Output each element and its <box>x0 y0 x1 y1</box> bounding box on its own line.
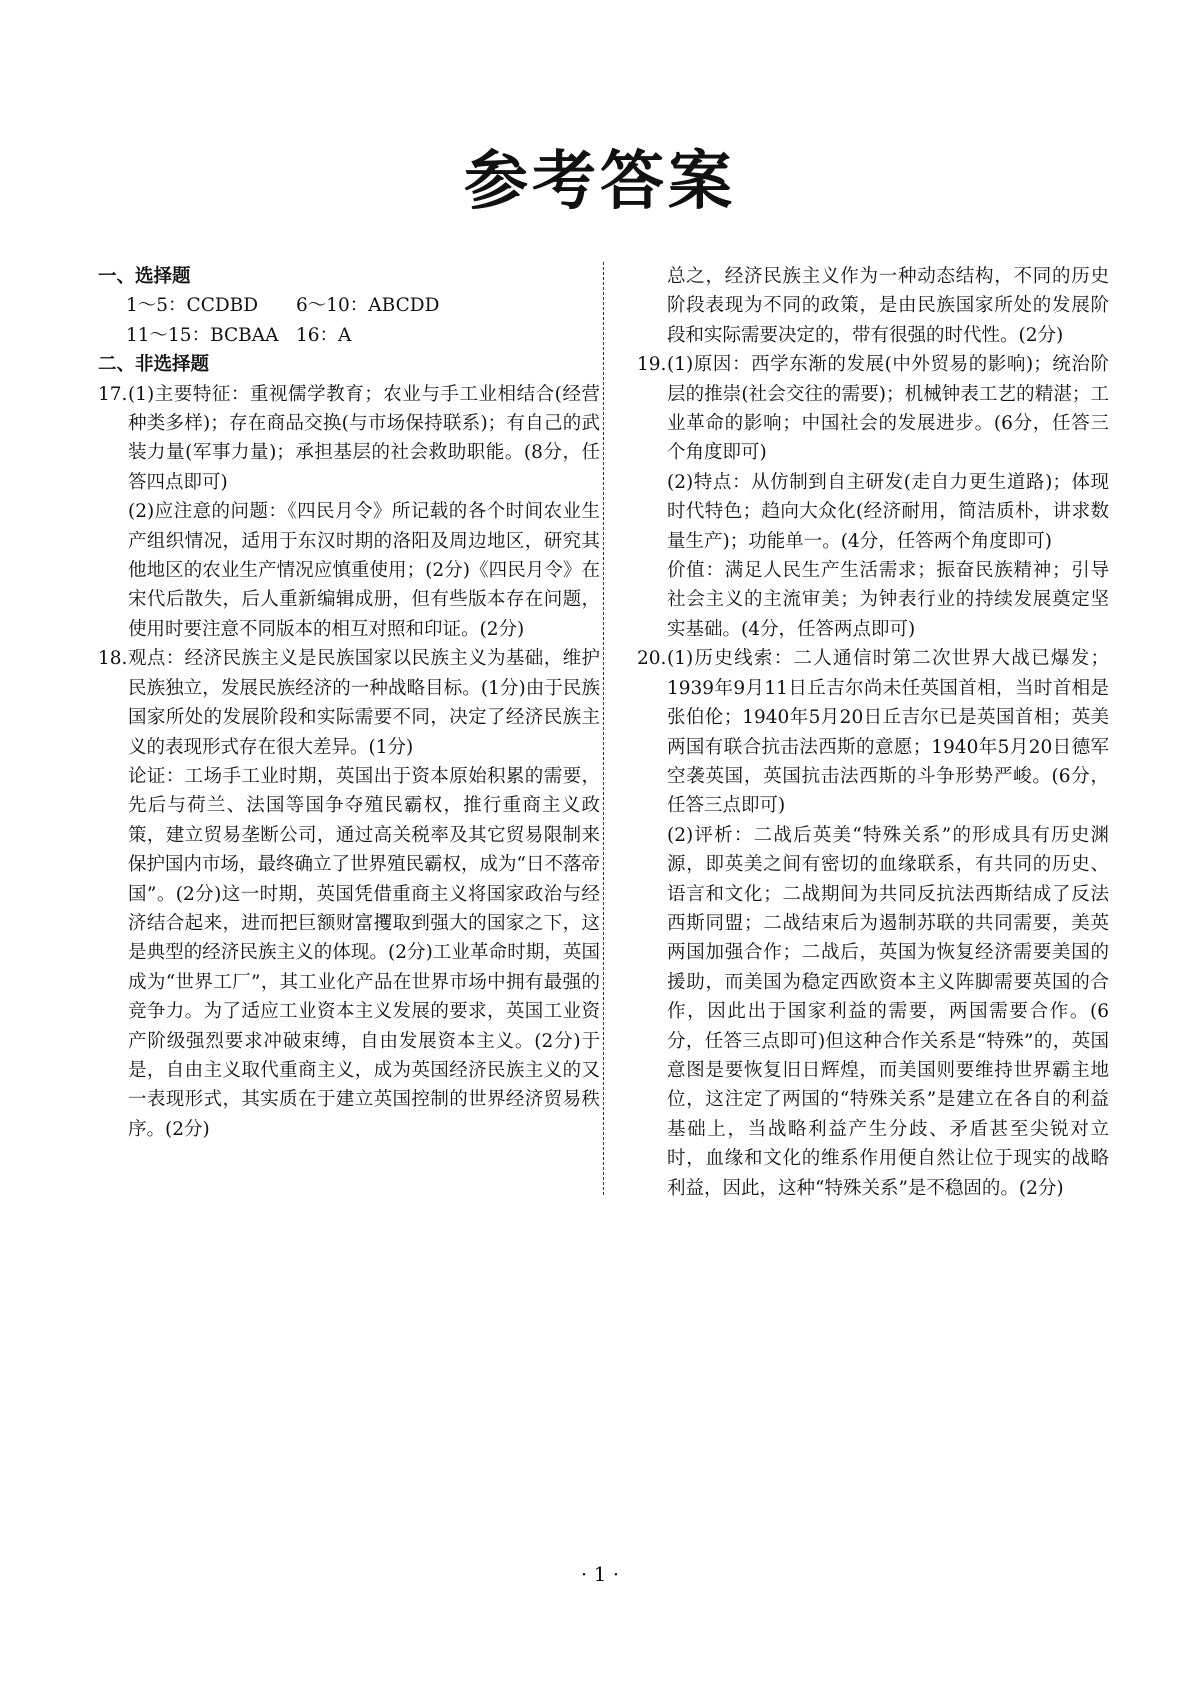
answer-paragraph: (1)原因：西学东渐的发展(中外贸易的影响)；统治阶层的推崇(社会交往的需要)；机械钟表工艺的精湛；工业革命的影响；中国社会的发展进步。(6分，任答三个角度即可) <box>667 354 1109 464</box>
question-number: 19. <box>637 354 667 376</box>
answer-range: 6～10：ABCDD <box>296 295 440 317</box>
question-18-continued <box>637 262 1109 350</box>
page-title: 参考答案 <box>464 145 736 219</box>
section-heading-choice: 一、选择题 <box>98 266 191 287</box>
page-number: · 1 · <box>580 1562 620 1586</box>
answer-row <box>98 291 600 320</box>
answer-paragraph: (1)历史线索：二人通信时第二次世界大战已爆发；1939年9月11日丘吉尔尚未任英国首相，当时首相是张伯伦；1940年5月20日丘吉尔已是英国首相；英美两国有联合抗击法西斯的意愿；1940年5月20日德军空袭英国，英国抗击法西斯的斗争形势严峻。(6分，任答三点即可) <box>667 648 1109 817</box>
section-heading-nonchoice: 二、非选择题 <box>98 354 210 376</box>
question-19 <box>637 350 1109 644</box>
answer-range: 11～15：BCBAA <box>126 324 279 346</box>
answer-paragraph: 论证：工场手工业时期，英国出于资本原始积累的需要，先后与荷兰、法国等国争夺殖民霸权，推行重商主义政策，建立贸易垄断公司，通过高关税率及其它贸易限制来保护国内市场，最终确立了世界殖民霸权，成为“日不落帝国”。(2分)这一时期，英国凭借重商主义将国家政治与经济结合起来，进而把巨额财富攫取到强大的国家之下，这是典型的经济民族主义的体现。(2分)工业革命时期，英国成为“世界工厂”，其工业化产品在世界市场中拥有最强的竞争力。为了适应工业资本主义发展的要求，英国工业资产阶级强烈要求冲破束缚，自由发展资本主义。(2分)于是，自由主义取代重商主义，成为英国经济民族主义的又一表现形式，其实质在于建立英国控制的世界经济贸易秩序。(2分) <box>128 765 600 1140</box>
question-number: 17. <box>98 383 128 405</box>
answer-range: 1～5：CCDBD <box>126 295 259 317</box>
answer-paragraph: (2)特点：从仿制到自主研发(走自力更生道路)；体现时代特色；趋向大众化(经济耐用，简洁质朴，讲求数量生产)；功能单一。(4分，任答两个角度即可) <box>667 471 1109 552</box>
left-column <box>98 262 600 1144</box>
answer-range: 16：A <box>296 324 352 346</box>
question-number: 18. <box>98 648 128 670</box>
answer-paragraph: (2)评析：二战后英美“特殊关系”的形成具有历史渊源，即英美之间有密切的血缘联系，有共同的历史、语言和文化；二战期间为共同反抗法西斯结成了反法西斯同盟；二战结束后为遏制苏联的共同需要，美英两国加强合作；二战后，英国为恢复经济需要美国的援助，而美国为稳定西欧资本主义阵脚需要英国的合作，因此出于国家利益的需要，两国需要合作。(6分，任答三点即可)但这种合作关系是“特殊”的，英国意图是要恢复旧日辉煌，而美国则要维持世界霸主地位，这注定了两国的“特殊关系”是建立在各自的利益基础上，当战略利益产生分歧、矛盾甚至尖锐对立时，血缘和文化的维系作用便自然让位于现实的战略利益，因此，这种“特殊关系”是不稳固的。(2分) <box>667 824 1109 1199</box>
column-divider <box>603 262 604 1195</box>
answer-paragraph: 观点：经济民族主义是民族国家以民族主义为基础，维护民族独立，发展民族经济的一种战略目标。(1分)由于民族国家所处的发展阶段和实际需要不同，决定了经济民族主义的表现形式存在很大差异。(1分) <box>128 648 600 758</box>
answer-row <box>98 321 600 350</box>
answer-paragraph: (2)应注意的问题：《四民月令》所记载的各个时间农业生产组织情况，适用于东汉时期的洛阳及周边地区，研究其他地区的农业生产情况应慎重使用；(2分)《四民月令》在宋代后散失，后人重新编辑成册，但有些版本存在问题，使用时要注意不同版本的相互对照和印证。(2分) <box>128 501 600 640</box>
answer-paragraph: (1)主要特征：重视儒学教育；农业与手工业相结合(经营种类多样)；存在商品交换(与市场保持联系)；有自己的武装力量(军事力量)；承担基层的社会救助职能。(8分，任答四点即可) <box>128 383 600 493</box>
question-17 <box>98 380 600 645</box>
answer-paragraph: 价值：满足人民生产生活需求；振奋民族精神；引导社会主义的主流审美；为钟表行业的持续发展奠定坚实基础。(4分，任答两点即可) <box>667 560 1109 640</box>
answer-paragraph: 总之，经济民族主义作为一种动态结构，不同的历史阶段表现为不同的政策，是由民族国家所处的发展阶段和实际需要决定的，带有很强的时代性。(2分) <box>667 266 1109 346</box>
right-column <box>637 262 1109 1203</box>
question-18 <box>98 644 600 1144</box>
question-number: 20. <box>637 648 667 670</box>
question-20 <box>637 644 1109 1203</box>
